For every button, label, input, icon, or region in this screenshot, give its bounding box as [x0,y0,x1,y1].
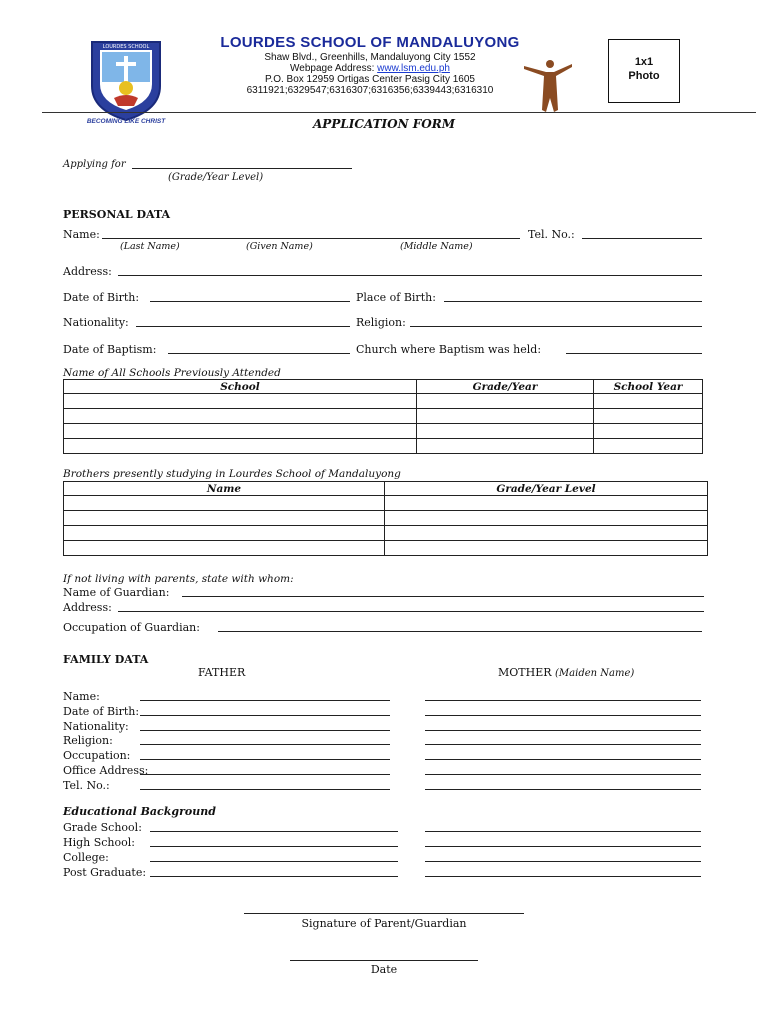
phone-numbers: 6311921;6329547;6316307;6316356;6339443;6316310 [246,85,494,96]
address-field[interactable] [118,275,702,276]
tel-field[interactable] [582,238,702,239]
mother-heading [498,666,634,679]
pob-field[interactable] [444,301,702,302]
baptism-date-field[interactable] [168,353,350,354]
table-cell[interactable] [417,424,594,439]
table-row [64,541,708,556]
table-row [64,496,708,511]
brothers-header-grade: Grade/Year Level [385,482,708,496]
table-cell[interactable] [64,439,417,454]
father-field[interactable] [140,744,390,745]
guardian-name-label: Name of Guardian: [63,586,170,599]
religion-field[interactable] [410,326,702,327]
brothers-caption: Brothers presently studying in Lourdes School of Mandaluyong [63,468,401,480]
mother-field[interactable] [425,730,701,731]
baptism-date-label: Date of Baptism: [63,343,157,356]
family-field-label: Nationality: [63,720,129,733]
pob-label: Place of Birth: [356,291,436,304]
table-cell[interactable] [64,496,385,511]
schools-header-year: School Year [594,380,703,394]
photo-label: Photo [628,70,660,82]
mother-education-field[interactable] [425,846,701,847]
education-field-label: College: [63,851,109,864]
table-cell[interactable] [385,526,708,541]
table-cell[interactable] [64,526,385,541]
table-cell[interactable] [385,541,708,556]
dob-label: Date of Birth: [63,291,140,304]
guardian-occupation-field[interactable] [218,631,702,632]
father-field[interactable] [140,759,390,760]
table-cell[interactable] [64,394,417,409]
address-line-1: Shaw Blvd., Greenhills, Mandaluyong City 1552 [264,52,476,63]
table-cell[interactable] [594,409,703,424]
applying-for-label: Applying for [63,159,126,170]
guardian-name-field[interactable] [182,596,704,597]
parent-signature-label: Signature of Parent/Guardian [301,917,467,930]
table-cell[interactable] [64,409,417,424]
table-row [64,424,703,439]
father-field[interactable] [140,715,390,716]
table-row [64,409,703,424]
baptism-church-label: Church where Baptism was held: [356,343,542,356]
table-row [64,439,703,454]
date-field[interactable] [290,960,478,961]
father-field[interactable] [140,774,390,775]
family-field-label: Tel. No.: [63,779,110,792]
given-name-sub: (Given Name) [246,241,313,252]
name-field[interactable] [102,238,520,239]
family-data-heading: FAMILY DATA [63,653,149,666]
mother-education-field[interactable] [425,876,701,877]
table-cell[interactable] [417,394,594,409]
address-line-2: P.O. Box 12959 Ortigas Center Pasig City 1605 [265,74,475,85]
brothers-header-name: Name [64,482,385,496]
school-seal [86,36,166,122]
webpage-link[interactable]: www.lsm.edu.ph [377,63,450,74]
education-field-label: Post Graduate: [63,866,147,879]
mother-field[interactable] [425,700,701,701]
nationality-field[interactable] [136,326,350,327]
mother-maiden-note: (Maiden Name) [555,668,635,679]
family-field-label: Name: [63,690,100,703]
guardian-occupation-label: Occupation of Guardian: [63,621,200,634]
applying-for-sub: (Grade/Year Level) [168,172,264,183]
table-row [64,511,708,526]
photo-size-label: 1x1 [634,56,654,68]
father-field[interactable] [140,789,390,790]
table-cell[interactable] [417,409,594,424]
mother-education-field[interactable] [425,831,701,832]
header-divider [42,112,756,113]
mother-field[interactable] [425,774,701,775]
father-education-field[interactable] [150,861,398,862]
table-cell[interactable] [594,394,703,409]
guardian-address-label: Address: [63,601,112,614]
webpage-prefix: Webpage Address: [290,63,378,74]
mother-field[interactable] [425,759,701,760]
table-cell[interactable] [385,511,708,526]
guardian-note: If not living with parents, state with whom: [63,573,294,585]
parent-signature-field[interactable] [244,913,524,914]
family-field-label: Office Address: [63,764,149,777]
school-name: LOURDES SCHOOL OF MANDALUYONG [220,34,520,51]
father-education-field[interactable] [150,831,398,832]
father-heading: FATHER [198,666,246,679]
baptism-church-field[interactable] [566,353,702,354]
seal-motto: BECOMING LIKE CHRIST [86,118,166,125]
last-name-sub: (Last Name) [120,241,180,252]
table-cell[interactable] [594,439,703,454]
table-row [64,526,708,541]
schools-table [63,379,703,454]
mother-field[interactable] [425,744,701,745]
table-cell[interactable] [594,424,703,439]
education-field-label: High School: [63,836,135,849]
tel-label: Tel. No.: [528,228,575,241]
mother-field[interactable] [425,715,701,716]
education-heading: Educational Background [63,805,216,818]
webpage-line [170,63,570,74]
personal-data-heading: PERSONAL DATA [63,208,171,221]
family-field-label: Occupation: [63,749,131,762]
mother-label: MOTHER [498,666,552,679]
table-cell[interactable] [385,496,708,511]
form-title: APPLICATION FORM [313,117,455,131]
brothers-table [63,481,708,556]
photo-box [608,39,680,103]
religion-label: Religion: [356,316,406,329]
table-cell[interactable] [64,511,385,526]
father-education-field[interactable] [150,876,398,877]
schools-header-grade: Grade/Year [417,380,594,394]
father-field[interactable] [140,700,390,701]
table-cell[interactable] [417,439,594,454]
name-label: Name: [63,228,100,241]
table-row [64,394,703,409]
mother-education-field[interactable] [425,861,701,862]
date-label: Date [370,963,398,976]
table-cell[interactable] [64,424,417,439]
address-label: Address: [63,265,112,278]
schools-caption: Name of All Schools Previously Attended [63,367,281,379]
schools-header-school: School [64,380,417,394]
christ-figure [520,58,576,114]
education-field-label: Grade School: [63,821,142,834]
applying-for-field[interactable] [132,168,352,169]
seal-top-text: LOURDES SCHOOL [102,44,150,50]
family-field-label: Religion: [63,734,113,747]
guardian-address-field[interactable] [118,611,704,612]
family-field-label: Date of Birth: [63,705,140,718]
middle-name-sub: (Middle Name) [400,241,473,252]
dob-field[interactable] [150,301,350,302]
father-education-field[interactable] [150,846,398,847]
nationality-label: Nationality: [63,316,129,329]
table-cell[interactable] [64,541,385,556]
mother-field[interactable] [425,789,701,790]
father-field[interactable] [140,730,390,731]
